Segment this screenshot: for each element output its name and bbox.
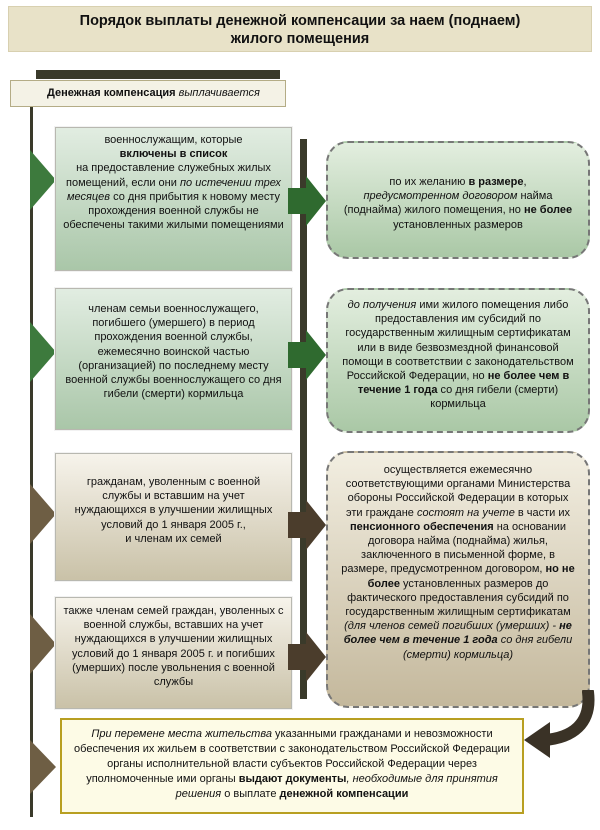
- box-text: военнослужащим, которые: [104, 134, 243, 146]
- box-text: в части их: [517, 506, 571, 519]
- arrow-right-icon: [30, 150, 56, 210]
- header-top-bar: [36, 70, 280, 79]
- box-text-bold: пенсионного обеспечения: [350, 520, 494, 533]
- arrow-right-icon: [30, 740, 56, 794]
- main-connector-line: [30, 107, 33, 817]
- arrow-right-icon: [288, 330, 326, 380]
- header-label-italic: выплачивается: [178, 87, 260, 99]
- box-text-bold: включены в список: [119, 148, 228, 161]
- box-text: по их желанию: [389, 176, 466, 188]
- box-text-italic: состоят на учете: [416, 506, 515, 519]
- box-text: осуществляется ежемесячно соответствующими органами Министерства обороны Российской Федерации в которых эти граждане: [345, 464, 571, 519]
- box-text: ими жилого помещения либо предоставления им субсидий по государственным жилищным сертификатам или в виде безвозмездной финансовой помощи в соответствии с законодательством Российской Федерации, но: [342, 299, 574, 383]
- box-text: членам семьи военнослужащего, погибшего (умершего) в период прохождения военной службы, ежемесячно воинской частью (организацией) по последнему месту военной службы военнослужащего со дня гибели (смерти) кормильца: [65, 303, 282, 401]
- header-label-normal: Денежная компенсация: [47, 87, 176, 99]
- box-text-bold: не более: [523, 204, 573, 217]
- box-text-italic: (для членов семей погибших (умерших) -: [344, 620, 557, 633]
- box-text-italic: предусмотренном договором: [363, 190, 518, 203]
- box-text: установленных размеров: [393, 218, 523, 231]
- box-text: найма (поднайма) жилого помещения, но: [343, 190, 553, 217]
- header-label: [10, 80, 286, 107]
- box-text-bold: денежной компенсации: [279, 788, 409, 800]
- condition-box-3: [326, 451, 590, 708]
- recipient-box-servicemen: [54, 126, 293, 272]
- recipient-box-family-of-deceased: [54, 287, 293, 431]
- box-text: со дня гибели (смерти) кормильца: [430, 384, 559, 411]
- box-text: и членам их семей: [125, 532, 222, 545]
- condition-box-2: [326, 288, 590, 433]
- title-line-2: жилого помещения: [230, 31, 370, 47]
- box-text-italic: до получения: [347, 299, 417, 311]
- title-line-1: Порядок выплаты денежной компенсации за наем (поднаем): [79, 13, 521, 29]
- box-text-bold: но не более: [367, 563, 575, 590]
- box-text: гражданам, уволенным с военной службы и вставшим на учет нуждающихся в улучшении жилищных условий до 1 января 2005 г.,: [74, 476, 273, 531]
- box-text-bold: в размере: [468, 176, 524, 188]
- recipient-box-family-of-discharged: [54, 596, 293, 710]
- box-text: также членам семей граждан, уволенных с военной службы, вставших на учет нуждающихся в улучшении жилищных условий до 1 января 2005 г. и погибших (умерших) после увольнения с военной службы: [63, 605, 284, 689]
- arrow-right-icon: [288, 632, 326, 682]
- box-text-bold: не более чем в течение 1 года: [357, 370, 570, 397]
- box-text-italic: , необходимые для принятия решения: [175, 773, 498, 800]
- arrow-right-icon: [288, 500, 326, 550]
- curved-arrow-icon: [518, 690, 598, 760]
- page-title: [8, 6, 592, 52]
- box-text: указанными гражданами и невозможности обеспечения их жильем в соответствии с законодательством Российской Федерации органы исполнительной власти субъектов Российской Федерации через уполномоченные ими органы: [74, 728, 510, 785]
- box-text-bold: выдают документы: [238, 773, 347, 785]
- box-text: со дня прибытия к новому месту прохождения военной службы не обеспечены такими жилыми помещениями: [63, 190, 284, 232]
- box-text: на основании договора найма (поднайма) жилья, заключенного в письменной форме, в размере, предусмотренном договором,: [341, 520, 566, 576]
- box-text-italic: со дня гибели (смерти) кормильца): [402, 634, 573, 661]
- condition-box-1: по их желанию в размере, предусмотренном договором найма (поднайма) жилого помещения, но не более установленных размеров: [326, 141, 590, 259]
- arrow-right-icon: [30, 484, 56, 544]
- box-text: о выплате: [224, 788, 277, 800]
- box-text-bold-italic: не более чем в течение 1 года: [343, 620, 572, 647]
- arrow-right-icon: [30, 614, 56, 674]
- recipient-box-discharged-citizens: [54, 452, 293, 582]
- box-text: установленных размеров до фактического предоставления субсидий по государственным жилищным сертификатам: [345, 577, 571, 619]
- box-text-italic: по истечении трех месяцев: [66, 176, 281, 203]
- box-text-italic: При перемене места жительства: [91, 728, 272, 740]
- bottom-note-box: [60, 718, 524, 814]
- box-text: на предоставление служебных жилых помещений, если они: [66, 162, 271, 189]
- arrow-right-icon: [288, 176, 326, 226]
- arrow-right-icon: [30, 322, 56, 382]
